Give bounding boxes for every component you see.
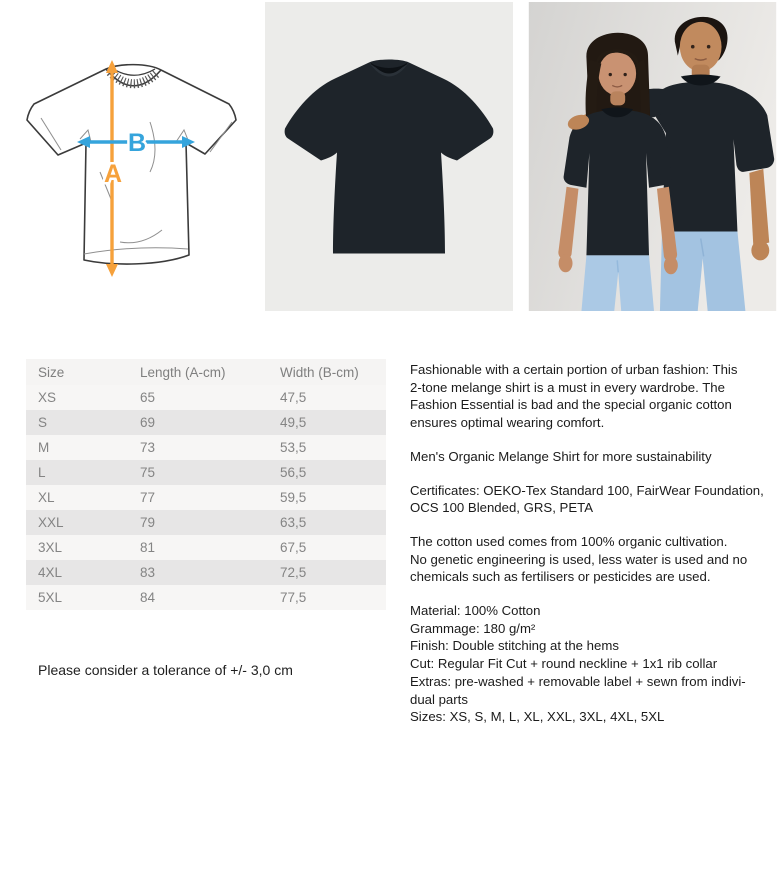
width-cell: 49,5	[280, 415, 307, 430]
description-paragraph-certificates	[410, 482, 775, 517]
length-cell: 73	[140, 440, 156, 455]
product-description	[410, 361, 775, 742]
size-cell: L	[38, 465, 46, 480]
description-line: 2-tone melange shirt is a must in every wardrobe. The	[410, 379, 725, 395]
product-photo-flatlay[interactable]	[265, 2, 513, 311]
description-line: OCS 100 Blended, GRS, PETA	[410, 500, 594, 516]
description-paragraph-sustainability	[410, 448, 775, 466]
size-cell: XXL	[38, 515, 64, 530]
length-cell: 81	[140, 540, 156, 555]
description-line: No genetic engineering is used, less water is used and no	[410, 551, 748, 567]
size-table-header-row	[26, 359, 386, 385]
size-table-row	[26, 510, 386, 535]
size-cell: XS	[38, 390, 57, 405]
size-table-row	[26, 460, 386, 485]
length-cell: 84	[140, 590, 156, 605]
size-table-row	[26, 485, 386, 510]
size-cell: 5XL	[38, 590, 63, 605]
description-line: Certificates: OEKO-Tex Standard 100, FairWear Foundation,	[410, 482, 764, 498]
spec-line: Sizes: XS, S, M, L, XL, XXL, 3XL, 4XL, 5XL	[410, 709, 665, 725]
size-cell: XL	[38, 490, 55, 505]
width-cell: 53,5	[280, 440, 307, 455]
size-cell: S	[38, 415, 48, 430]
length-cell: 75	[140, 465, 156, 480]
column-header-length: Length (A-cm)	[140, 364, 226, 380]
column-header-size: Size	[38, 364, 65, 380]
width-cell: 63,5	[280, 515, 307, 530]
description-paragraph-specs	[410, 602, 775, 726]
description-line: The cotton used comes from 100% organic cultivation.	[410, 533, 728, 549]
tshirt-measurement-diagram	[0, 2, 255, 311]
tshirt-outline-icon	[27, 65, 236, 264]
size-table-row	[26, 385, 386, 410]
description-paragraph-cotton	[410, 533, 775, 586]
tolerance-note: Please consider a tolerance of +/- 3,0 cm	[38, 662, 293, 678]
length-cell: 65	[140, 390, 156, 405]
length-cell: 79	[140, 515, 156, 530]
spec-line: Grammage: 180 g/m²	[410, 620, 536, 636]
models-photo-graphic	[528, 2, 777, 311]
width-cell: 77,5	[280, 590, 307, 605]
spec-line: Finish: Double stitching at the hems	[410, 638, 619, 654]
description-line: ensures optimal wearing comfort.	[410, 415, 605, 431]
description-line: Men's Organic Melange Shirt for more sustainability	[410, 448, 712, 464]
spec-line: Cut: Regular Fit Cut + round neckline + 1x1 rib collar	[410, 656, 718, 672]
size-cell: 4XL	[38, 565, 63, 580]
size-table-row	[26, 560, 386, 585]
description-paragraph-intro	[410, 361, 775, 432]
spec-line: Extras: pre-washed + removable label + sewn from indivi-	[410, 673, 746, 689]
description-line: chemicals such as fertilisers or pesticides are used.	[410, 569, 711, 585]
flatlay-tshirt-graphic	[265, 2, 513, 311]
length-cell: 69	[140, 415, 156, 430]
description-line: Fashionable with a certain portion of urban fashion: This	[410, 362, 738, 377]
width-cell: 72,5	[280, 565, 307, 580]
length-label: A	[103, 160, 123, 188]
size-cell: 3XL	[38, 540, 63, 555]
product-photo-models[interactable]	[528, 2, 777, 311]
spec-line: dual parts	[410, 691, 468, 707]
size-table	[26, 359, 386, 610]
description-line: Fashion Essential is bad and the special organic cotton	[410, 397, 732, 413]
width-cell: 67,5	[280, 540, 307, 555]
spec-line: Material: 100% Cotton	[410, 603, 541, 619]
width-cell: 56,5	[280, 465, 307, 480]
size-table-row	[26, 410, 386, 435]
size-table-row	[26, 435, 386, 460]
width-label: B	[127, 129, 147, 157]
column-header-width: Width (B-cm)	[280, 364, 359, 380]
length-cell: 77	[140, 490, 156, 505]
length-cell: 83	[140, 565, 156, 580]
size-table-row	[26, 585, 386, 610]
width-cell: 47,5	[280, 390, 307, 405]
size-diagram-image[interactable]	[0, 2, 255, 311]
size-table-row	[26, 535, 386, 560]
width-cell: 59,5	[280, 490, 307, 505]
size-cell: M	[38, 440, 50, 455]
